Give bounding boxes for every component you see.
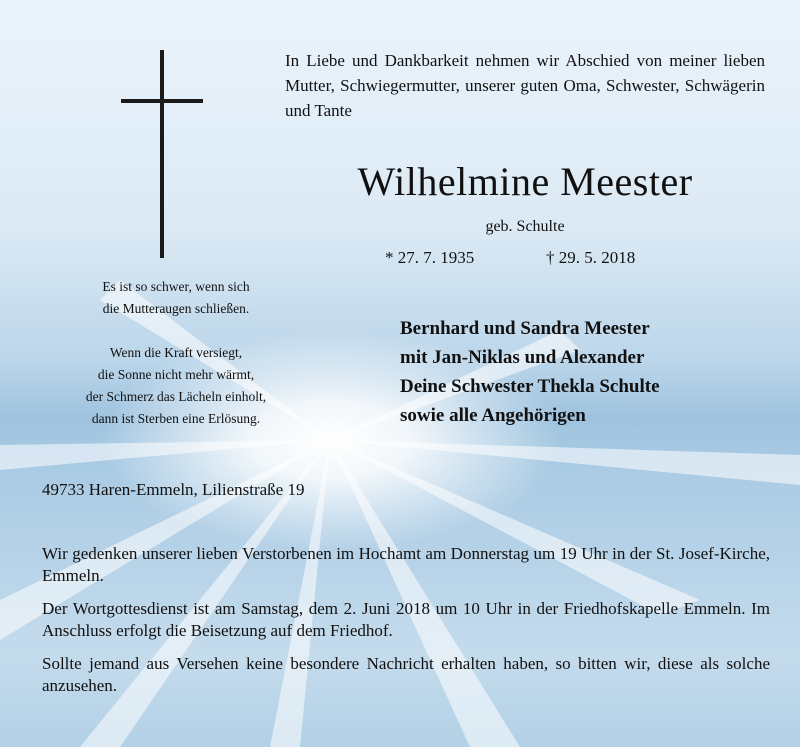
verse-line: die Sonne nicht mehr wärmt, — [97, 367, 255, 382]
maiden-name: geb. Schulte — [485, 218, 565, 235]
verse-line: Wenn die Kraft versiegt, — [109, 345, 243, 360]
mourner-line: Bernhard und Sandra Meester — [400, 318, 650, 339]
verse-stanza-2 — [40, 342, 312, 430]
verse-line: Es ist so schwer, wenn sich — [102, 279, 250, 294]
mourner-line: mit Jan-Niklas und Alexander — [400, 347, 645, 368]
verse-stanza-1 — [40, 276, 312, 320]
verse-line: die Mutteraugen schließen. — [102, 301, 250, 316]
mourner-line: sowie alle Angehörigen — [400, 405, 586, 426]
verse-line: dann ist Sterben eine Erlösung. — [91, 411, 261, 426]
deceased-name: Wilhelmine Meester — [357, 159, 693, 204]
intro-text: In Liebe und Dankbarkeit nehmen wir Abschied von meiner lieben Mutter, Schwiegermutter, unserer guten Oma, Schwester, Schwägerin und Tante — [285, 51, 765, 120]
service-notices — [42, 543, 770, 708]
birth-date: * 27. 7. 1935 — [385, 248, 475, 267]
mourners-list — [400, 314, 780, 430]
notice-paragraph: Wir gedenken unserer lieben Verstorbenen im Hochamt am Donnerstag um 19 Uhr in der St. Josef-Kirche, Emmeln. — [42, 544, 770, 585]
notice-paragraph: Der Wortgottesdienst ist am Samstag, dem 2. Juni 2018 um 10 Uhr in der Friedhofskapelle Emmeln. Im Anschluss erfolgt die Beisetzung auf dem Friedhof. — [42, 599, 770, 640]
mourner-line: Deine Schwester Thekla Schulte — [400, 376, 660, 397]
family-address: 49733 Haren-Emmeln, Lilienstraße 19 — [42, 480, 305, 499]
death-date: † 29. 5. 2018 — [546, 248, 636, 267]
notice-paragraph: Sollte jemand aus Versehen keine besondere Nachricht erhalten haben, so bitten wir, diese als solche anzusehen. — [42, 654, 770, 695]
verse-line: der Schmerz das Lächeln einholt, — [85, 389, 267, 404]
cross-icon — [160, 50, 164, 258]
cross-icon-bar — [121, 99, 203, 103]
